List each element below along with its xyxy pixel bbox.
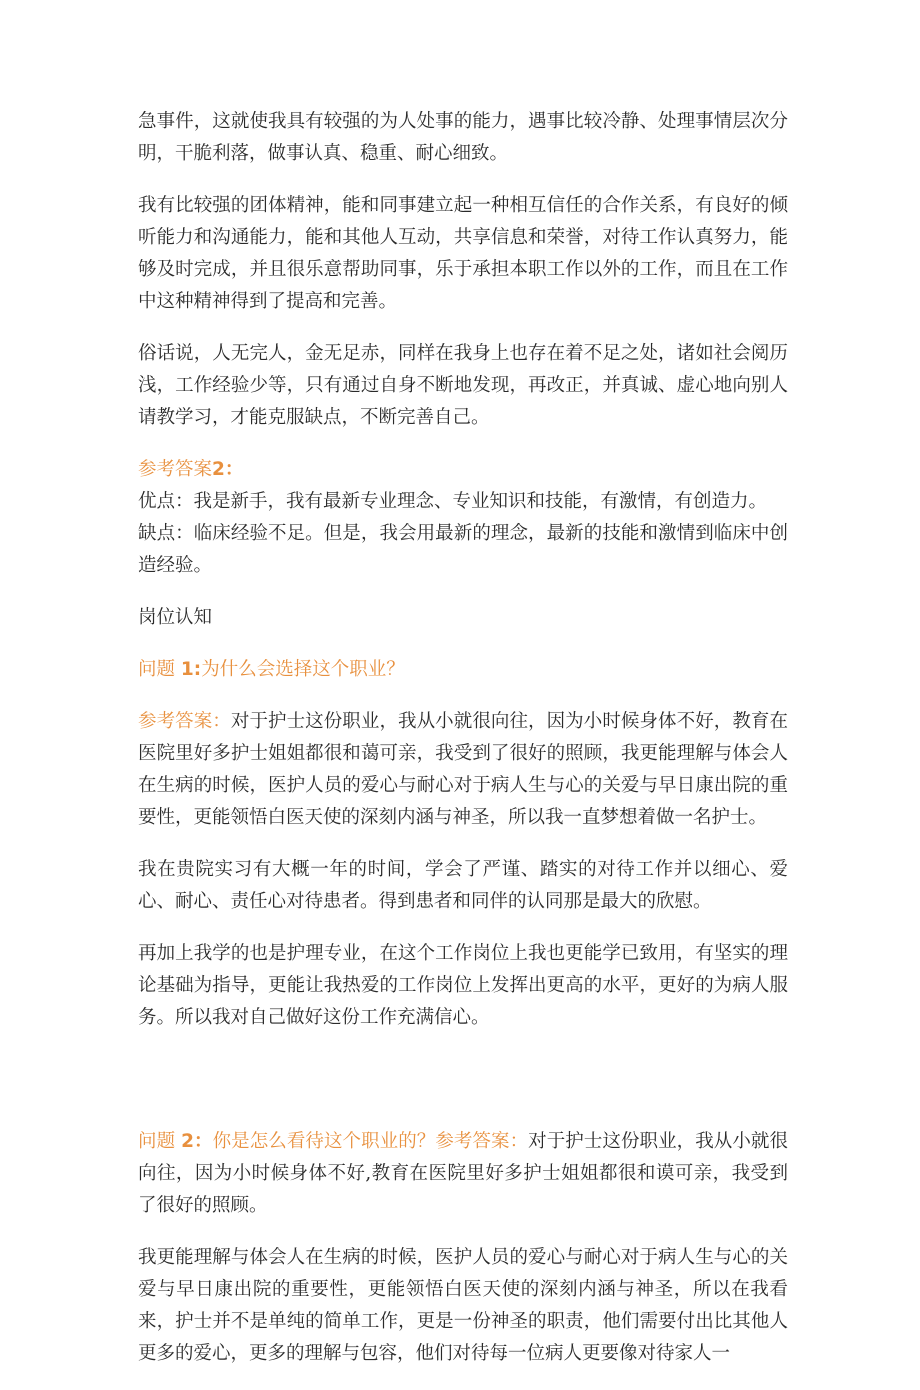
- question2-paragraph: [138, 1126, 788, 1222]
- paragraph-temperament: 急事件，这就使我具有较强的为人处事的能力，遇事比较冷静、处理事情层次分明，干脆利落，做事认真、稳重、耐心细致。: [138, 111, 788, 164]
- paragraph-teamwork: 我有比较强的团体精神，能和同事建立起一种相互信任的合作关系，有良好的倾听能力和沟通能力，能和其他人互动，共享信息和荣誉，对待工作认真努力，能够及时完成，并且很乐意帮助同事，乐于承担本职工作以外的工作，而且在工作中这种精神得到了提高和完善。: [138, 195, 788, 312]
- paragraph-major: 再加上我学的也是护理专业，在这个工作岗位上我也更能学已致用，有坚实的理论基础为指导，更能让我热爱的工作岗位上发挥出更高的水平，更好的为病人服务。所以我对自己做好这份工作充满信心。: [138, 943, 788, 1028]
- section-title: 岗位认知: [138, 607, 213, 628]
- question2-label: 问题 2：你是怎么看待这个职业的？参考答案：: [138, 1131, 529, 1152]
- question1-heading: [138, 654, 788, 686]
- answer2-strengths: 优点：我是新手，我有最新专业理念、专业知识和技能，有激情，有创造力。: [138, 491, 768, 512]
- question1-answer-label: 参考答案：: [138, 711, 231, 732]
- question1-answer-text: 对于护士这份职业，我从小就很向往，因为小时候身体不好，教育在医院里好多护士姐姐都很和蔼可亲，我受到了很好的照顾，我更能理解与体会人在生病的时候，医护人员的爱心与耐心对于病人生与心的关爱与早日康出院的重要性，更能领悟白医天使的深刻内涵与神圣，所以我一直梦想着做一名护士。: [138, 711, 788, 828]
- paragraph-shortcomings: 俗话说，人无完人，金无足赤，同样在我身上也存在着不足之处，诸如社会阅历浅，工作经验少等，只有通过自身不断地发现，再改正，并真诚、虚心地向别人请教学习，才能克服缺点，不断完善自己。: [138, 343, 788, 428]
- question1-label: 问题 1:为什么会选择这个职业？: [138, 659, 405, 680]
- question2-answer-text: 对于护士这份职业，我从小就很向往，因为小时候身体不好,教育在医院里好多护士姐姐都很和谟可亲，我受到了很好的照顾。: [138, 1131, 788, 1216]
- paragraph-internship: 我在贵院实习有大概一年的时间，学会了严谨、踏实的对待工作并以细心、爱心、耐心、责任心对待患者。得到患者和同伴的认同那是最大的欣慰。: [138, 859, 788, 912]
- answer2-heading: [138, 454, 788, 486]
- spacer: [138, 1054, 788, 1126]
- answer2-label: 参考答案2：: [138, 459, 244, 480]
- answer2-weaknesses: 缺点：临床经验不足。但是，我会用最新的理念，最新的技能和激情到临床中创造经验。: [138, 523, 788, 576]
- question1-answer: [138, 706, 788, 834]
- paragraph-understanding: 我更能理解与体会人在生病的时候，医护人员的爱心与耐心对于病人生与心的关爱与早日康出院的重要性，更能领悟白医天使的深刻内涵与神圣，所以在我看来，护士并不是单纯的简单工作，更是一份神圣的职责，他们需要付出比其他人更多的爱心，更多的理解与包容，他们对待每一位病人更要像对待家人一: [138, 1247, 788, 1364]
- document-body: [138, 106, 788, 1390]
